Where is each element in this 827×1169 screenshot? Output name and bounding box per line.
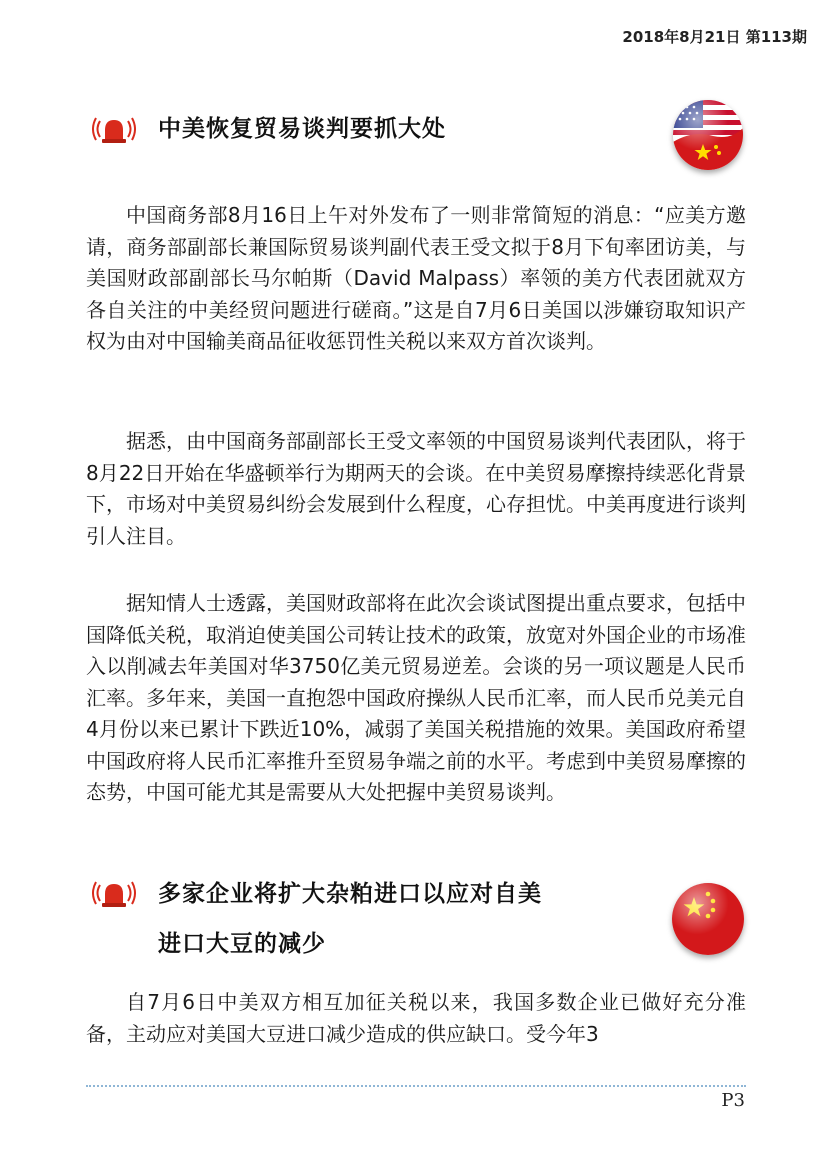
section-1-title: 中美恢复贸易谈判要抓大处: [158, 116, 446, 142]
footer-divider: [86, 1085, 746, 1087]
section-1-paragraph-3: 据知情人士透露，美国财政部将在此次会谈试图提出重点要求，包括中国降低关税，取消迫使美国公司转让技术的政策，放宽对外国企业的市场准入以削减去年美国对华3750亿美元贸易逆差。会谈的另一项议题是人民币汇率。多年来，美国一直抱怨中国政府操纵人民币汇率，而人民币兑美元自4月份以来已累计下跌近10%，减弱了美国关税措施的效果。美国政府希望中国政府将人民币汇率推升至贸易争端之前的水平。考虑到中美贸易摩擦的态势，中国可能尤其是需要从大处把握中美贸易谈判。: [86, 591, 746, 804]
section-2-title: [158, 873, 542, 966]
section-2-title-line-2: 进口大豆的减少: [158, 931, 326, 957]
alarm-bell-icon: [92, 115, 136, 145]
section-2-header: [92, 873, 542, 966]
alarm-bell-icon: [92, 879, 136, 909]
section-1-header: [92, 108, 446, 151]
china-flag-globe-icon: [672, 883, 744, 955]
section-1-paragraph-1: 中国商务部8月16日上午对外发布了一则非常简短的消息：“应美方邀请，商务部副部长兼国际贸易谈判副代表王受文拟于8月下旬率团访美，与美国财政部副部长马尔帕斯（David Malpass）率领的美方代表团就双方各自关注的中美经贸问题进行磋商。”这是自7月6日美国以涉嫌窃取知识产权为由对中国输美商品征收惩罚性关税以来双方首次谈判。: [86, 203, 746, 353]
issue-date: 2018年8月21日 第113期: [622, 28, 807, 46]
section-2-paragraph: 自7月6日中美双方相互加征关税以来，我国多数企业已做好充分准备，主动应对美国大豆进口减少造成的供应缺口。受今年3: [86, 990, 746, 1046]
section-2-title-line-1: 多家企业将扩大杂粕进口以应对自美: [158, 881, 542, 907]
us-china-flag-globe-icon: [673, 100, 743, 170]
section-1-paragraph-2: 据悉，由中国商务部副部长王受文率领的中国贸易谈判代表团队，将于8月22日开始在华盛顿举行为期两天的会谈。在中美贸易摩擦持续恶化背景下，市场对中美贸易纠纷会发展到什么程度，心存担忧。中美再度进行谈判引人注目。: [86, 429, 746, 548]
page-number: P3: [721, 1090, 745, 1111]
